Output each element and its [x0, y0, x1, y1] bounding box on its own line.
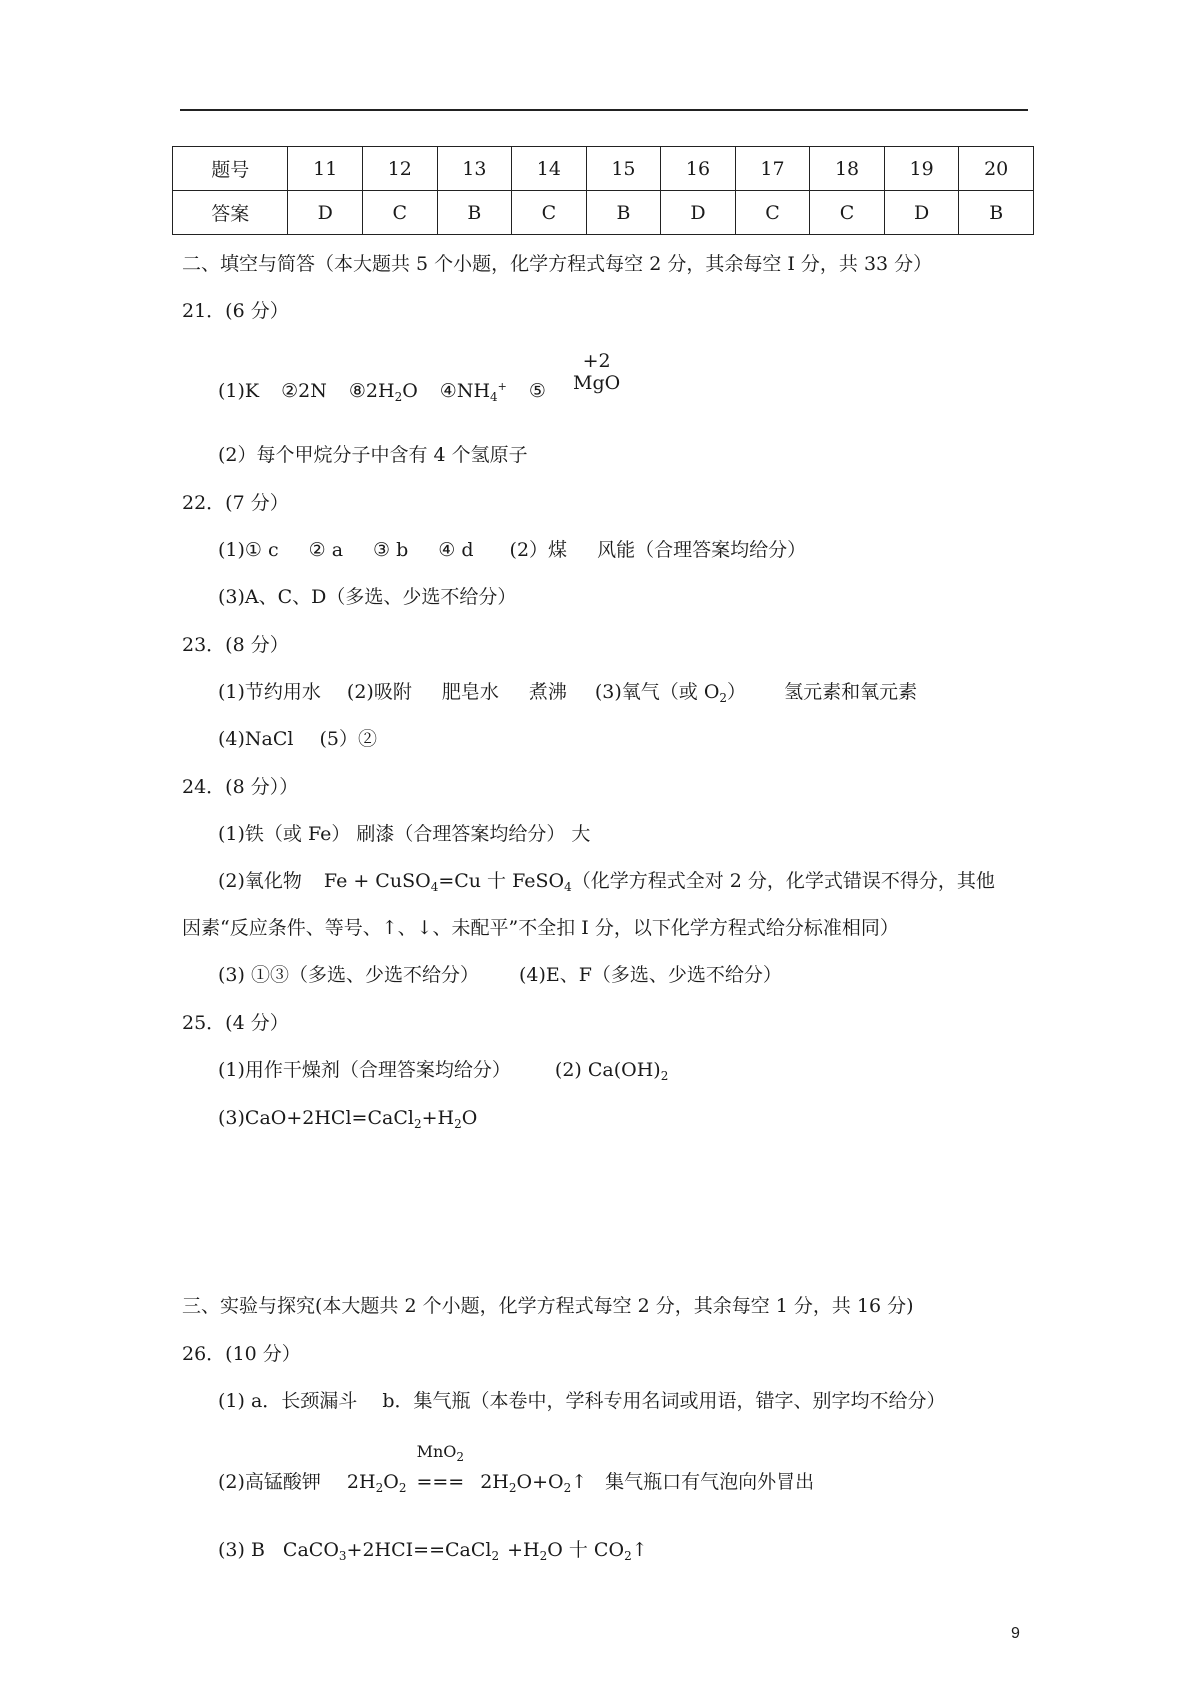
valence-formula: MgO	[573, 372, 621, 394]
table-cell: C	[810, 191, 885, 235]
q23-answer: (4)NaCl	[218, 728, 294, 750]
page-number: 9	[1011, 1625, 1020, 1642]
q21-answer-nh4: ④NH	[439, 380, 491, 402]
q22-head: 22．(7 分）	[182, 492, 289, 514]
table-cell: 11	[288, 147, 363, 191]
q26-part1: (1) a．长颈漏斗 b．集气瓶（本卷中，学科专用名词或用语，错字、别字均不给分）	[218, 1390, 946, 1412]
subscript: 3	[338, 1549, 347, 1563]
q26-head: 26．(10 分）	[182, 1343, 301, 1365]
valence-charge: +2	[582, 350, 611, 372]
q22-answer: 风能（合理答案均给分）	[597, 539, 807, 561]
subscript: 2	[413, 1117, 422, 1131]
q23-head: 23．(8 分）	[182, 634, 289, 656]
q21-answer-2n: ②2N	[281, 380, 327, 402]
table-cell: 19	[884, 147, 959, 191]
q24-equation: Fe + CuSO	[323, 870, 431, 892]
row-label: 题号	[173, 147, 288, 191]
q23-answer: 煮沸	[528, 681, 567, 703]
superscript: +	[497, 380, 507, 393]
table-cell: D	[288, 191, 363, 235]
q26-equation: O 十 CO	[547, 1539, 625, 1561]
q25-answer: (1)用作干燥剂（合理答案均给分）	[218, 1059, 511, 1081]
q23-answer: (3)氧气（或 O	[594, 681, 720, 703]
q21-answer-h2o: ⑧2H	[348, 380, 395, 402]
section3-title: 三、实验与探究(本大题共 2 个小题，化学方程式每空 2 分，其余每空 1 分，共 16 分)	[182, 1295, 914, 1317]
q26-equation: 2H	[346, 1471, 376, 1493]
subscript: 2	[624, 1549, 632, 1563]
q23-part4	[218, 727, 377, 751]
q21-head: 21．(6 分）	[182, 300, 289, 322]
q24-note: （化学方程式全对 2 分，化学式错误不得分，其他	[571, 870, 995, 892]
table-row	[173, 147, 1034, 191]
up-arrow: ↑	[571, 1471, 588, 1493]
subscript: 2	[491, 1549, 500, 1563]
subscript: 2	[454, 1117, 462, 1131]
q24-answer: (3) ①③（多选、少选不给分）	[218, 964, 479, 986]
q23-answer: 肥皂水	[441, 681, 499, 703]
q23-part1	[218, 680, 917, 710]
table-row	[173, 191, 1034, 235]
subscript: 2	[660, 1069, 669, 1083]
up-arrow: ↑	[631, 1539, 648, 1561]
table-cell: 18	[810, 147, 885, 191]
q25-equation: +H	[421, 1107, 455, 1129]
table-cell: 13	[437, 147, 512, 191]
subscript: 4	[430, 880, 439, 894]
q26-equation: O+O	[516, 1471, 564, 1493]
table-cell: 14	[512, 147, 587, 191]
q26-equation: +2HCI==CaCl	[346, 1539, 492, 1561]
q24-head: 24．(8 分））	[182, 776, 299, 798]
q26-part2	[218, 1442, 815, 1500]
q22-part3: (3)A、C、D（多选、少选不给分）	[218, 586, 517, 608]
q22-answer: ③ b	[373, 539, 409, 561]
table-cell: C	[735, 191, 810, 235]
q24-answer: (2)氧化物	[218, 870, 302, 892]
q25-equation: (3)CaO+2HCl=CaCl	[218, 1107, 414, 1129]
q24-equation: =Cu 十 FeSO	[438, 870, 565, 892]
q21-part1	[218, 375, 546, 409]
q25-equation: O	[461, 1107, 478, 1129]
header-rule	[180, 109, 1028, 111]
table-cell: B	[959, 191, 1034, 235]
subscript: 2	[539, 1549, 548, 1563]
q21-part2: (2）每个甲烷分子中含有 4 个氢原子	[218, 444, 528, 466]
table-cell: 17	[735, 147, 810, 191]
subscript: 2	[563, 1481, 572, 1495]
table-cell: B	[437, 191, 512, 235]
q22-part1	[218, 538, 806, 562]
catalyst-label	[417, 1440, 464, 1469]
q23-answer: (5）②	[319, 728, 377, 750]
q25-part3	[218, 1106, 477, 1136]
q21-answer-k: (1)K	[218, 380, 260, 402]
subscript: 4	[564, 880, 572, 894]
q24-part3	[218, 963, 782, 987]
q25-head: 25．(4 分）	[182, 1012, 289, 1034]
q26-equation: O	[383, 1471, 399, 1493]
q23-answer: (2)吸附	[346, 681, 412, 703]
q26-equation: CaCO	[282, 1539, 339, 1561]
table-cell: C	[512, 191, 587, 235]
table-cell: B	[586, 191, 661, 235]
q23-answer: ）	[727, 681, 747, 703]
q26-answer: (3) B	[218, 1539, 265, 1561]
q21-answer-h2o-tail: O	[402, 380, 418, 402]
table-cell: 15	[586, 147, 661, 191]
q26-answer: (2)高锰酸钾	[218, 1471, 321, 1493]
row-label: 答案	[173, 191, 288, 235]
q24-answer: (4)E、F（多选、少选不给分）	[518, 964, 782, 986]
section2-title: 二、填空与简答（本大题共 5 个小题，化学方程式每空 2 分，其余每空 I 分，共 33 分）	[182, 253, 933, 275]
equals-sign: ===	[416, 1471, 465, 1493]
q21-answer-5: ⑤	[528, 380, 546, 402]
q24-part2-cont: 因素“反应条件、等号、↑、↓、未配平”不全扣 I 分，以下化学方程式给分标准相同）	[182, 917, 899, 939]
subscript: 2	[456, 1450, 465, 1464]
table-cell: 12	[363, 147, 438, 191]
table-cell: D	[661, 191, 736, 235]
table-cell: 16	[661, 147, 736, 191]
subscript: 2	[508, 1481, 517, 1495]
subscript: 2	[394, 390, 403, 404]
q22-answer: ② a	[308, 539, 344, 561]
table-cell: 20	[959, 147, 1034, 191]
q26-answer: 集气瓶口有气泡向外冒出	[605, 1471, 815, 1493]
q25-part1	[218, 1058, 668, 1088]
q22-answer: (1)① c	[218, 539, 279, 561]
subscript: 2	[398, 1481, 407, 1495]
valence-mgo	[573, 350, 620, 394]
q22-answer: ④ d	[438, 539, 474, 561]
table-cell: D	[884, 191, 959, 235]
q26-equation: 2H	[480, 1471, 509, 1493]
subscript: 2	[719, 691, 728, 705]
catalyst-text: MnO	[416, 1442, 457, 1461]
q23-answer: (1)节约用水	[218, 681, 321, 703]
q25-answer: (2) Ca(OH)	[554, 1059, 661, 1081]
q22-answer: (2）煤	[509, 539, 568, 561]
q26-part3	[218, 1538, 648, 1568]
q26-equation: +H	[507, 1539, 540, 1561]
subscript: 2	[375, 1481, 384, 1495]
answer-table	[172, 146, 1034, 235]
subscript: 4	[490, 390, 498, 404]
q23-answer: 氢元素和氧元素	[784, 681, 918, 703]
table-cell: C	[363, 191, 438, 235]
q24-part2	[218, 869, 995, 899]
q24-part1: (1)铁（或 Fe） 刷漆（合理答案均给分） 大	[218, 823, 591, 845]
reaction-condition	[416, 1442, 465, 1494]
